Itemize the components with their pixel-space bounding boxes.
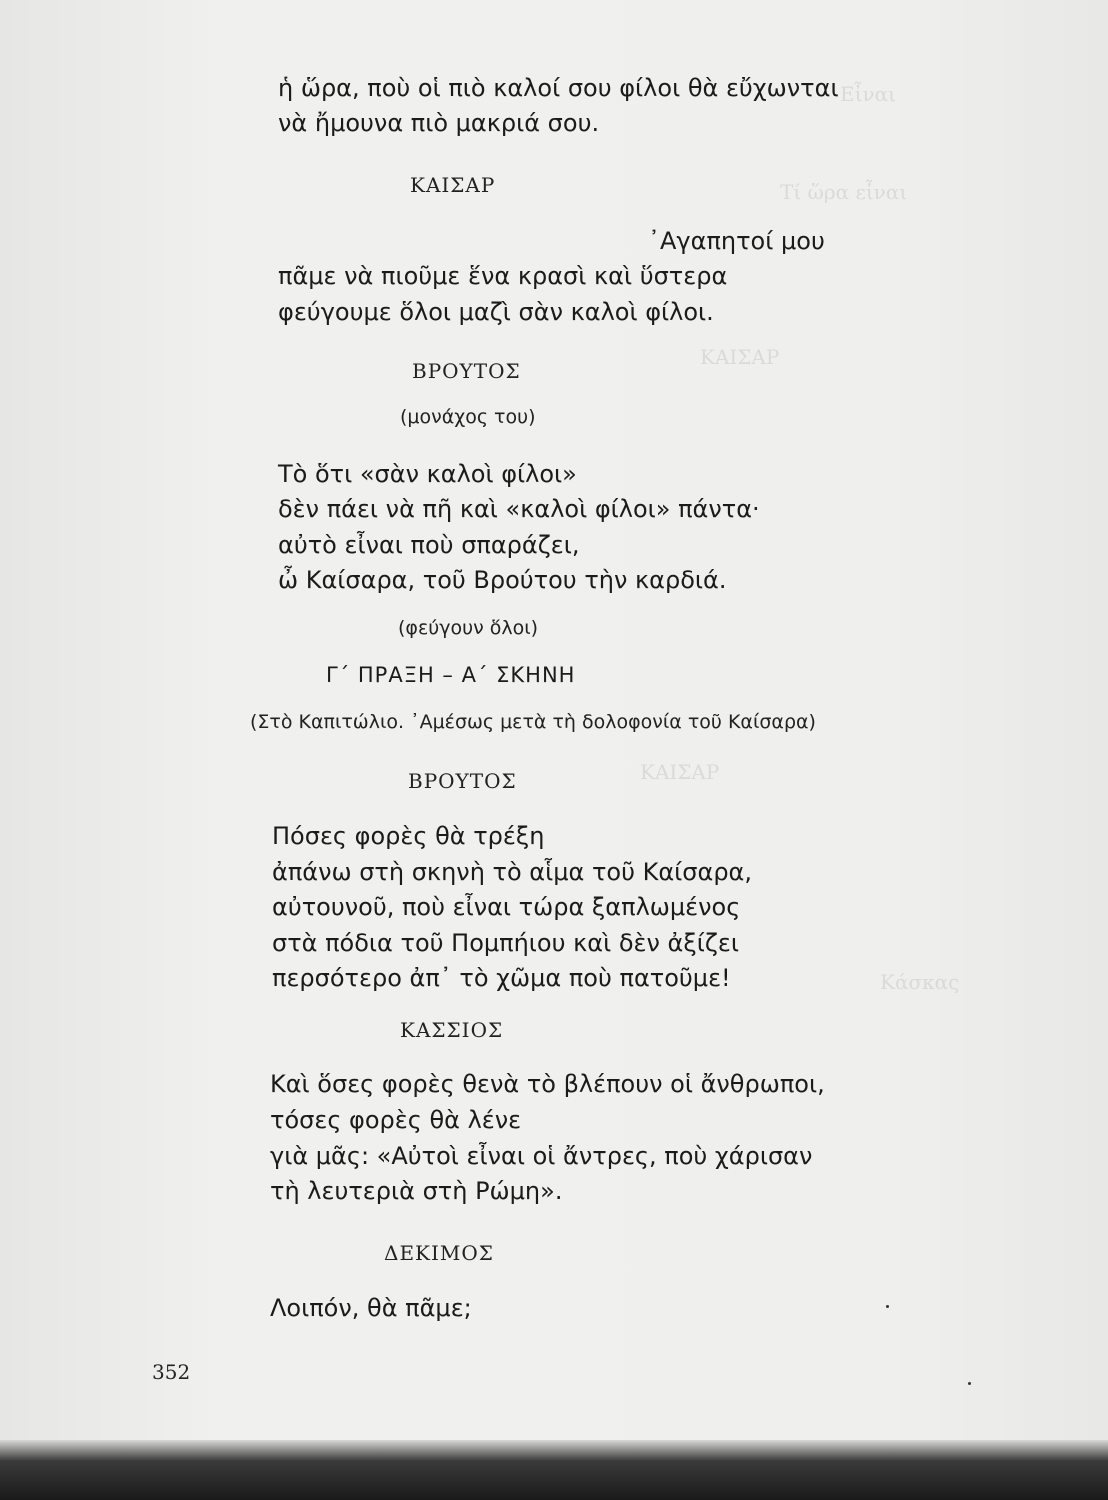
verse-line: δὲν πάει νὰ πῆ καὶ «καλοὶ φίλοι» πάντα· — [278, 495, 760, 523]
page-number: 352 — [152, 1360, 191, 1384]
scene-setting: (Στὸ Καπιτώλιο. ᾿Αμέσως μετὰ τὴ δολοφονία τοῦ Καίσαρα) — [250, 711, 816, 733]
act-scene-heading: Γ´ ΠΡΑΞΗ – Α´ ΣΚΗΝΗ — [326, 663, 576, 687]
verse-line: στὰ πόδια τοῦ Πομπήιου καὶ δὲν ἀξίζει — [272, 929, 740, 957]
verse-line: ἀπάνω στὴ σκηνὴ τὸ αἷμα τοῦ Καίσαρα, — [272, 858, 752, 886]
verse-line: περσότερο ἀπ᾿ τὸ χῶμα ποὺ πατοῦμε! — [272, 964, 731, 992]
verse-line: Πόσες φορὲς θὰ τρέξη — [272, 822, 545, 850]
verse-line: φεύγουμε ὅλοι μαζὶ σὰν καλοὶ φίλοι. — [278, 298, 714, 326]
verse-line: ὦ Καίσαρα, τοῦ Βρούτου τὴν καρδιά. — [278, 566, 727, 594]
page-bottom-shadow — [0, 1440, 1108, 1500]
speaker-name: ΒΡΟΥΤΟΣ — [412, 359, 521, 383]
show-through-text: ΚΑΙΣΑΡ — [640, 760, 720, 784]
verse-line: Καὶ ὅσες φορὲς θενὰ τὸ βλέπουν οἱ ἄνθρωποι, — [270, 1070, 825, 1098]
stage-direction: (φεύγουν ὅλοι) — [398, 617, 539, 639]
speaker-name: ΒΡΟΥΤΟΣ — [408, 769, 517, 793]
speaker-name: ΚΑΣΣΙΟΣ — [400, 1018, 504, 1042]
speaker-name: ΔΕΚΙΜΟΣ — [384, 1241, 494, 1265]
verse-line: πᾶμε νὰ πιοῦμε ἕνα κρασὶ καὶ ὕστερα — [278, 262, 728, 290]
verse-line: αὐτουνοῦ, ποὺ εἶναι τώρα ξαπλωμένος — [272, 893, 741, 921]
verse-line: νὰ ἤμουνα πιὸ μακριά σου. — [278, 109, 600, 137]
verse-line: ᾿Αγαπητοί μου — [648, 227, 825, 255]
show-through-text: Τί ὥρα εἶναι — [780, 180, 908, 204]
verse-line: τὴ λευτεριὰ στὴ Ρώμη». — [270, 1177, 563, 1205]
verse-line: Τὸ ὅτι «σὰν καλοὶ φίλοι» — [278, 460, 577, 488]
verse-line: αὐτὸ εἶναι ποὺ σπαράζει, — [278, 531, 580, 559]
speaker-name: ΚΑΙΣΑΡ — [410, 173, 496, 197]
verse-line: Λοιπόν, θὰ πᾶμε; — [270, 1294, 472, 1322]
verse-line: ἡ ὥρα, ποὺ οἱ πιὸ καλοί σου φίλοι θὰ εὔχωνται — [278, 74, 839, 102]
ink-speck — [968, 1382, 971, 1385]
show-through-text: Εἶναι — [840, 82, 896, 106]
show-through-text: Κάσκας — [880, 970, 960, 994]
stage-direction: (μονάχος του) — [400, 406, 536, 428]
verse-line: γιὰ μᾶς: «Αὐτοὶ εἶναι οἱ ἄντρες, ποὺ χάρισαν — [270, 1142, 813, 1170]
show-through-text: ΚΑΙΣΑΡ — [700, 345, 780, 369]
verse-line: τόσες φορὲς θὰ λένε — [270, 1106, 522, 1134]
ink-speck — [886, 1305, 889, 1308]
